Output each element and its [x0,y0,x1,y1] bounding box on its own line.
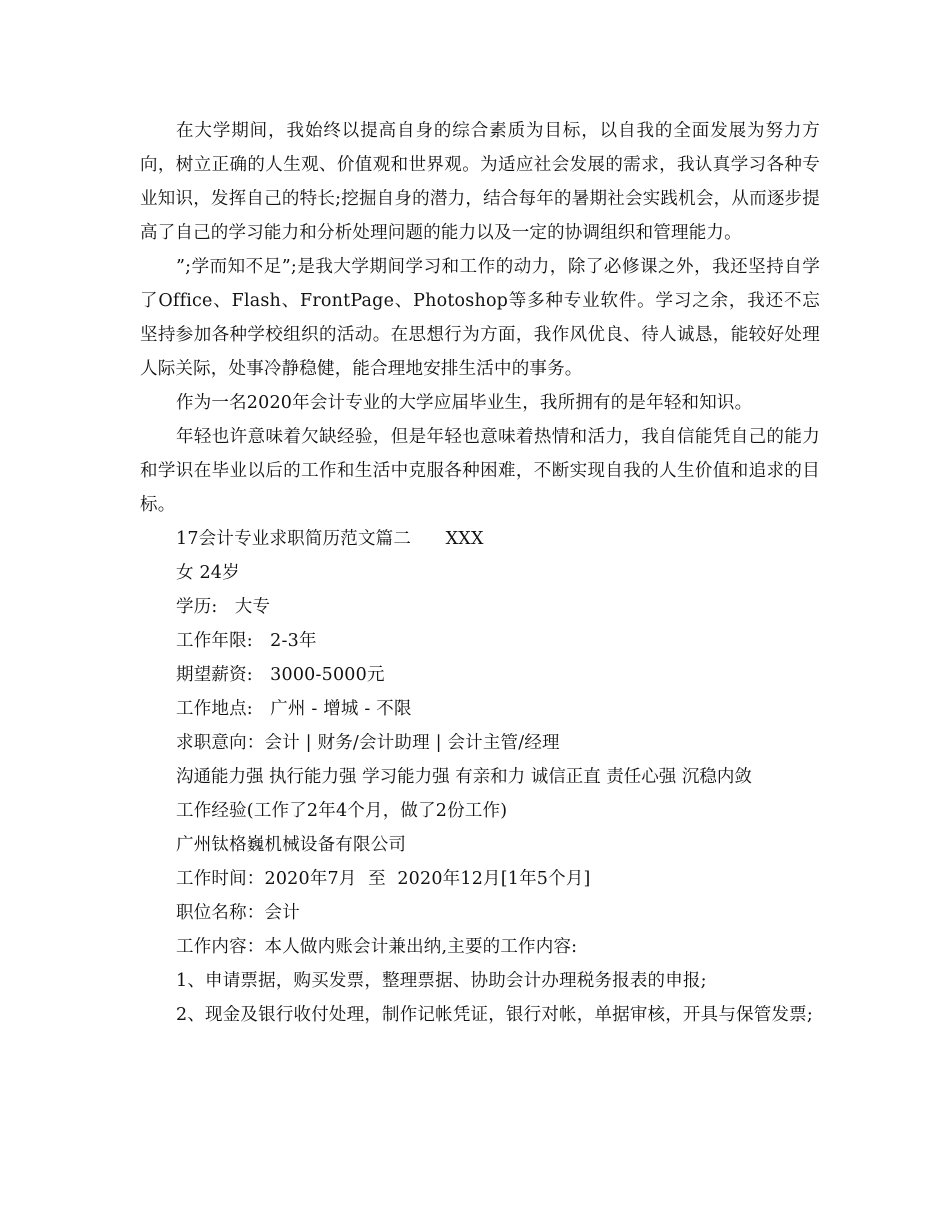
paragraph-university-goals: 在大学期间，我始终以提高自身的综合素质为目标，以自我的全面发展为努力方向，树立正确的人生观、价值观和世界观。为适应社会发展的需求，我认真学习各种专业知识，发挥自己的特长;挖掘自身的潜力，结合每年的暑期社会实践机会，从而逐步提高了自己的学习能力和分析处理问题的能力以及一定的协调组织和管理能力。 [140,121,820,243]
resume-work-location: 工作地点: 广州 - 增城 - 不限 [176,699,412,719]
resume-work-period: 工作时间：2020年7月 至 2020年12月[1年5个月] [176,869,591,889]
resume-company-name: 广州钛格巍机械设备有限公司 [176,835,407,855]
resume-skills: 沟通能力强 执行能力强 学习能力强 有亲和力 诚信正直 责任心强 沉稳内敛 [176,767,752,787]
paragraph-graduate-intro: 作为一名2020年会计专业的大学应届毕业生，我所拥有的是年轻和知识。 [176,393,753,413]
resume-duty-item-2: 2、现金及银行收付处理，制作记帐凭证，银行对帐，单据审核，开具与保管发票; [176,1005,813,1025]
resume-work-content: 工作内容：本人做内账会计兼出纳,主要的工作内容: [176,937,578,957]
resume-work-years: 工作年限: 2-3年 [176,631,317,651]
resume-position: 职位名称：会计 [176,903,300,923]
paragraph-self-study: ”;学而知不足”;是我大学期间学习和工作的动力，除了必修课之外，我还坚持自学了Office、Flash、FrontPage、Photoshop等多种专业软件。学习之余，我还不忘坚持参加各种学校组织的活动。在思想行为方面，我作风优良、待人诚恳，能较好处理人际关际，处事冷静稳健，能合理地安排生活中的事务。 [140,257,820,379]
resume-expected-salary: 期望薪资: 3000-5000元 [176,665,385,685]
resume-gender-age: 女 24岁 [176,563,240,583]
resume-work-experience: 工作经验(工作了2年4个月，做了2份工作) [176,801,508,821]
resume-title: 17会计专业求职简历范文篇二 XXX [176,529,484,549]
document-body [140,114,820,1032]
resume-duty-item-1: 1、申请票据，购买发票，整理票据、协助会计办理税务报表的申报; [176,971,707,991]
resume-job-intention: 求职意向：会计 | 财务/会计助理 | 会计主管/经理 [176,733,560,753]
resume-education: 学历: 大专 [176,597,271,617]
paragraph-youth-confidence: 年轻也许意味着欠缺经验，但是年轻也意味着热情和活力，我自信能凭自己的能力和学识在毕业以后的工作和生活中克服各种困难，不断实现自我的人生价值和追求的目标。 [140,427,820,515]
